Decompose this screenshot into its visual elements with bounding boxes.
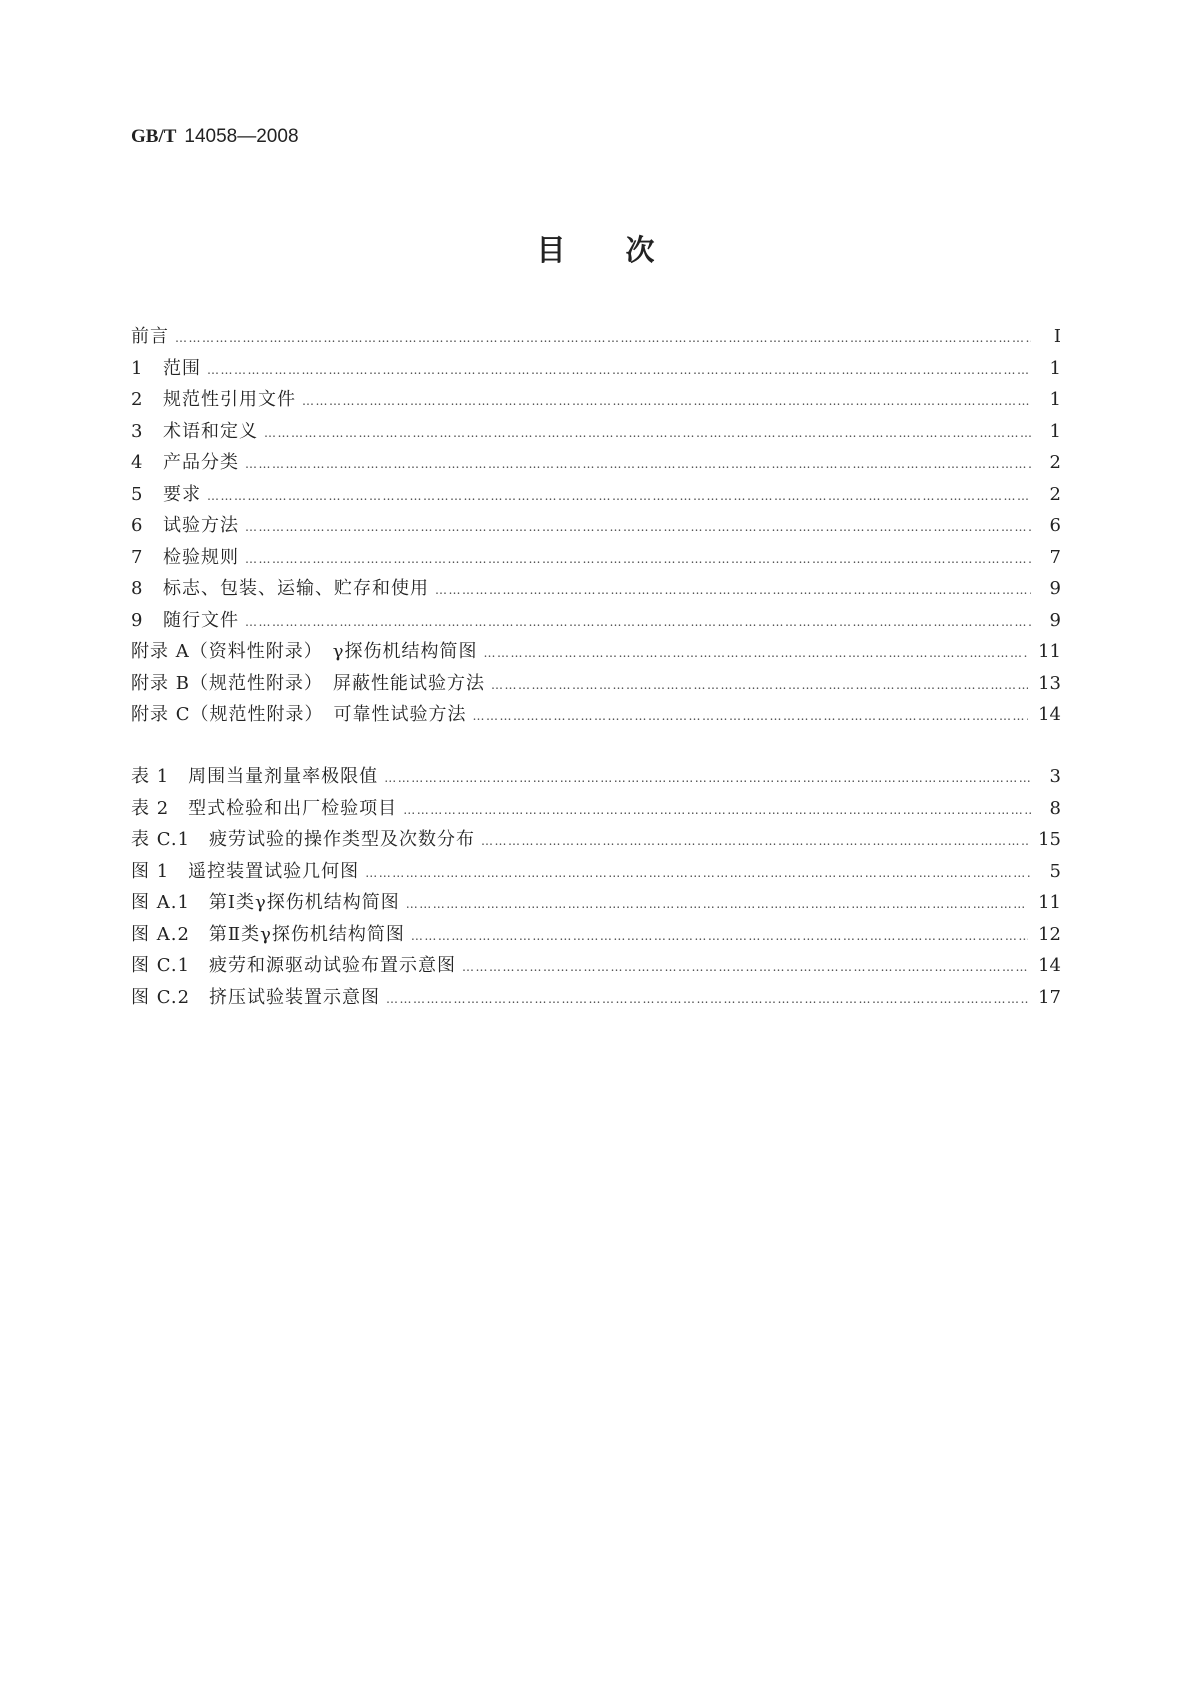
toc-entry-title xyxy=(131,385,302,411)
toc-entry-number: 5 xyxy=(131,483,144,505)
toc-entry-title xyxy=(131,637,483,663)
toc-entry[interactable] xyxy=(131,669,1061,701)
toc-entry-page: 9 xyxy=(1049,578,1061,599)
toc-entry-page: Ⅰ xyxy=(1053,326,1061,347)
toc-entry-page: 13 xyxy=(1038,672,1061,694)
dot-leader xyxy=(207,363,1031,377)
toc-entry-page: 1 xyxy=(1049,420,1061,442)
toc-entry-title xyxy=(131,417,264,443)
toc-entry-title xyxy=(131,794,403,820)
toc-entry-title xyxy=(131,448,245,474)
dot-leader xyxy=(245,615,1031,629)
toc-entry-page: 2 xyxy=(1049,483,1061,505)
toc-entry[interactable] xyxy=(131,888,1061,920)
toc-entry-label: 表 1 周围当量剂量率极限值 xyxy=(131,766,379,787)
dot-leader xyxy=(245,552,1031,566)
dot-leader xyxy=(473,709,1029,723)
toc-entry-page: 6 xyxy=(1049,515,1061,536)
toc-entry-title xyxy=(131,480,207,506)
toc-entry[interactable] xyxy=(131,857,1061,889)
toc-entry[interactable] xyxy=(131,322,1061,354)
toc-entry[interactable] xyxy=(131,951,1061,983)
dot-leader xyxy=(483,646,1028,660)
toc-entry-title xyxy=(131,574,435,600)
toc-entry[interactable] xyxy=(131,354,1061,386)
toc-entry-page: 8 xyxy=(1049,797,1061,819)
toc-entry-page: 12 xyxy=(1038,923,1061,945)
toc-entry-label: 检验规则 xyxy=(163,546,239,568)
toc-entry-title xyxy=(131,983,386,1009)
toc-entry-title xyxy=(131,322,175,348)
toc-entry-number: 9 xyxy=(131,609,144,631)
toc-entry-number: 6 xyxy=(131,515,144,536)
toc-entry-page: 2 xyxy=(1049,452,1061,473)
toc-entry-page: 11 xyxy=(1038,892,1061,913)
toc-entry[interactable] xyxy=(131,794,1061,826)
toc-entry-title xyxy=(131,606,245,632)
toc-entry-title xyxy=(131,857,365,883)
toc-entry-title xyxy=(131,354,207,380)
toc-entry-page: 17 xyxy=(1038,986,1061,1008)
dot-leader xyxy=(403,803,1031,817)
toc-entry-label: 前言 xyxy=(131,326,169,347)
toc-entry-number: 8 xyxy=(131,578,144,599)
toc-entry-title xyxy=(131,700,473,726)
toc-entry[interactable] xyxy=(131,700,1061,732)
toc-entry[interactable] xyxy=(131,983,1061,1015)
toc-entry-title xyxy=(131,825,481,851)
toc-entry-number: 4 xyxy=(131,452,144,473)
toc-entry-number: 7 xyxy=(131,546,144,568)
toc-entry-page: 14 xyxy=(1038,704,1061,725)
standard-number-header xyxy=(131,126,299,148)
toc-entry-page: 7 xyxy=(1049,546,1061,568)
toc-entry-title xyxy=(131,920,411,946)
toc-entry-label: 表 C.1 疲劳试验的操作类型及次数分布 xyxy=(131,829,476,850)
toc-entry-label: 图 A.1 第Ⅰ类γ探伤机结构简图 xyxy=(131,892,400,913)
toc-entry-title xyxy=(131,951,462,977)
toc-entry-label: 图 A.2 第Ⅱ类γ探伤机结构简图 xyxy=(131,923,405,945)
toc-entry-title xyxy=(131,511,245,537)
toc-entry-label: 图 1 遥控装置试验几何图 xyxy=(131,860,360,882)
toc-entry-label: 随行文件 xyxy=(163,609,239,631)
dot-leader xyxy=(462,960,1028,974)
dot-leader xyxy=(386,992,1028,1006)
toc-entry-label: 要求 xyxy=(163,483,201,505)
list-of-figures-tables xyxy=(131,762,1061,1014)
toc-entry-title xyxy=(131,762,384,788)
toc-entry-page: 1 xyxy=(1049,357,1061,379)
toc-entry[interactable] xyxy=(131,762,1061,794)
toc-entry-label: 范围 xyxy=(163,357,201,379)
dot-leader xyxy=(384,771,1031,785)
toc-entry[interactable] xyxy=(131,920,1061,952)
dot-leader xyxy=(245,520,1031,534)
toc-entry[interactable] xyxy=(131,574,1061,606)
toc-entry[interactable] xyxy=(131,637,1061,669)
toc-entry-number: 1 xyxy=(131,357,144,379)
standard-number: 14058—2008 xyxy=(184,126,299,147)
toc-entry-title xyxy=(131,543,245,569)
toc-entry-label: 图 C.1 疲劳和源驱动试验布置示意图 xyxy=(131,955,457,976)
dot-leader xyxy=(175,331,1031,345)
toc-entry[interactable] xyxy=(131,448,1061,480)
toc-entry[interactable] xyxy=(131,480,1061,512)
toc-entry-label: 附录 A（资料性附录） γ探伤机结构简图 xyxy=(131,641,478,662)
toc-entry-title xyxy=(131,888,406,914)
table-of-contents xyxy=(131,322,1061,732)
dot-leader xyxy=(435,583,1031,597)
dot-leader xyxy=(264,426,1031,440)
toc-entry-page: 3 xyxy=(1049,766,1061,787)
toc-entry[interactable] xyxy=(131,511,1061,543)
toc-entry-label: 术语和定义 xyxy=(163,420,258,442)
toc-entry-page: 5 xyxy=(1049,860,1061,882)
toc-entry-page: 1 xyxy=(1049,389,1061,410)
toc-entry-page: 11 xyxy=(1038,641,1061,662)
toc-entry-label: 标志、包装、运输、贮存和使用 xyxy=(163,578,429,599)
toc-entry[interactable] xyxy=(131,606,1061,638)
toc-entry-label: 附录 B（规范性附录） 屏蔽性能试验方法 xyxy=(131,672,485,694)
toc-entry-label: 表 2 型式检验和出厂检验项目 xyxy=(131,797,398,819)
page-title: 目次 xyxy=(536,233,715,267)
toc-entry-page: 15 xyxy=(1038,829,1061,850)
dot-leader xyxy=(481,834,1028,848)
toc-entry-label: 附录 C（规范性附录） 可靠性试验方法 xyxy=(131,704,467,725)
dot-leader xyxy=(411,929,1028,943)
dot-leader xyxy=(302,394,1031,408)
toc-entry-label: 图 C.2 挤压试验装置示意图 xyxy=(131,986,381,1008)
toc-entry-title xyxy=(131,669,491,695)
toc-entry-label: 试验方法 xyxy=(163,515,239,536)
toc-entry-label: 规范性引用文件 xyxy=(163,389,296,410)
dot-leader xyxy=(491,678,1028,692)
toc-entry-number: 3 xyxy=(131,420,144,442)
toc-entry-page: 9 xyxy=(1049,609,1061,631)
toc-entry[interactable] xyxy=(131,417,1061,449)
dot-leader xyxy=(406,897,1028,911)
dot-leader xyxy=(365,866,1031,880)
toc-entry-label: 产品分类 xyxy=(163,452,239,473)
dot-leader xyxy=(245,457,1031,471)
toc-entry-number: 2 xyxy=(131,389,144,410)
toc-entry[interactable] xyxy=(131,825,1061,857)
toc-entry-page: 14 xyxy=(1038,955,1061,976)
dot-leader xyxy=(207,489,1031,503)
toc-entry[interactable] xyxy=(131,543,1061,575)
toc-entry[interactable] xyxy=(131,385,1061,417)
standard-prefix: GB/T xyxy=(131,126,177,147)
